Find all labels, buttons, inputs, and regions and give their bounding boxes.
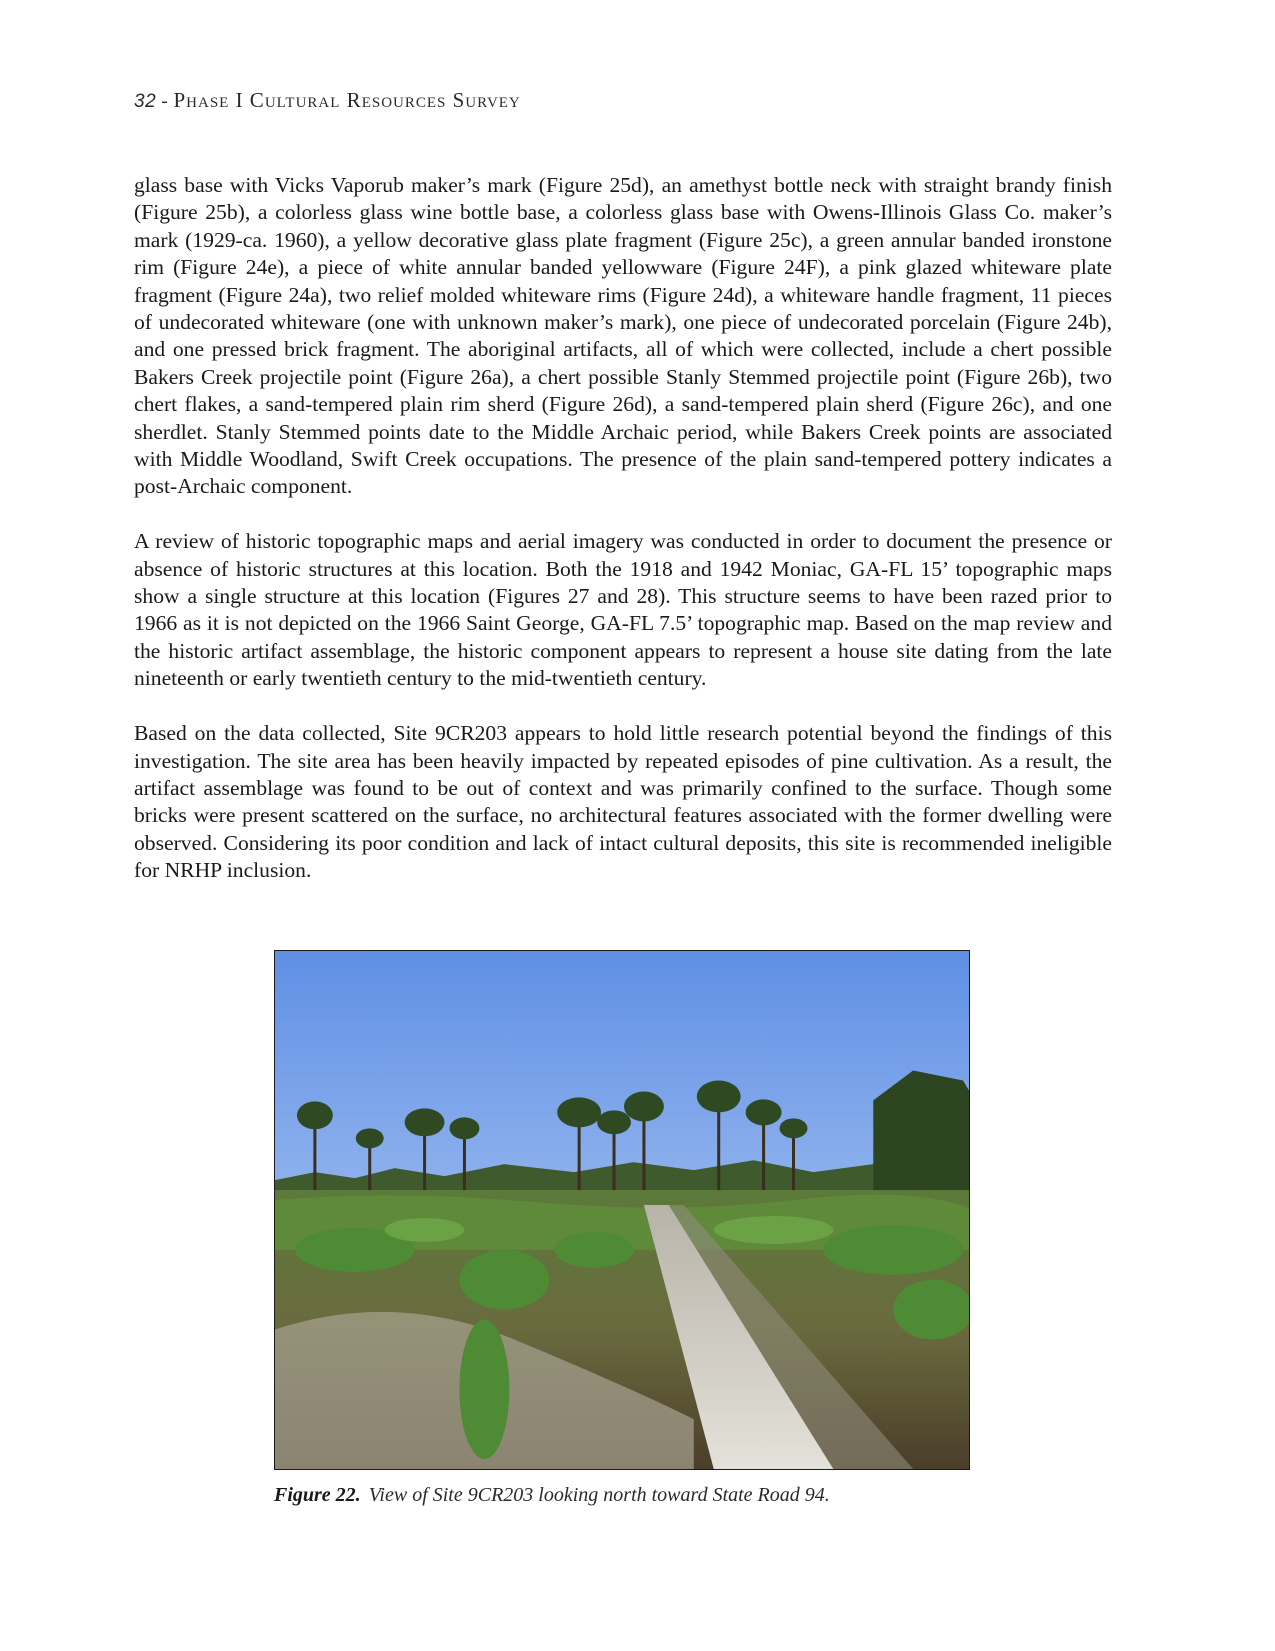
running-header [134,88,521,113]
paragraph-map-review: A review of historic topographic maps and aerial imagery was conducted in order to document the presence or absence of historic structures at this location. Both the 1918 and 1942 Moniac, GA-FL 15’ topographic maps show a single structure at this location (Figures 27 and 28). This structure seems to have been razed prior to 1966 as it is not depicted on the 1966 Saint George, GA-FL 7.5’ topographic map. Based on the map review and the historic artifact assemblage, the historic component appears to represent a house site dating from the late nineteenth or early twentieth century to the mid-twentieth century. [134,529,1112,691]
header-separator: - [156,91,174,112]
figure-caption-text: View of Site 9CR203 looking north toward State Road 94. [368,1484,830,1506]
page-number: 32 [134,91,157,112]
site-photograph [274,950,970,1470]
figure-caption [274,1484,994,1507]
document-title: Phase I Cultural Resources Survey [173,88,521,112]
figure-label: Figure 22. [274,1484,361,1506]
site-photo-illustration [275,951,969,1469]
body-text [134,172,1112,912]
paragraph-recommendation: Based on the data collected, Site 9CR203 appears to hold little research potential beyond the findings of this investigation. The site area has been heavily impacted by repeated episodes of pine cultivation. As a result, the artifact assemblage was found to be out of context and was primarily confined to the surface. Though some bricks were present scattered on the surface, no architectural features associated with the former dwelling were observed. Considering its poor condition and lack of intact cultural deposits, this site is recommended ineligible for NRHP inclusion. [134,721,1112,883]
paragraph-artifacts: glass base with Vicks Vaporub maker’s mark (Figure 25d), an amethyst bottle neck with straight brandy finish (Figure 25b), a colorless glass wine bottle base, a colorless glass base with Owens-Illinois Glass Co. maker’s mark (1929-ca. 1960), a yellow decorative glass plate fragment (Figure 25c), a green annular banded ironstone rim (Figure 24e), a piece of white annular banded yellowware (Figure 24F), a pink glazed whiteware plate fragment (Figure 24a), two relief molded whiteware rims (Figure 24d), a whiteware handle fragment, 11 pieces of undecorated whiteware (one with unknown maker’s mark), one piece of undecorated porcelain (Figure 24b), and one pressed brick fragment. The aboriginal artifacts, all of which were collected, include a chert possible Bakers Creek projectile point (Figure 26a), a chert possible Stanly Stemmed projectile point (Figure 26b), two chert flakes, a sand-tempered plain rim sherd (Figure 26d), a sand-tempered plain sherd (Figure 26c), and one sherdlet. Stanly Stemmed points date to the Middle Archaic period, while Bakers Creek points are associated with Middle Woodland, Swift Creek occupations. The presence of the plain sand-tempered pottery indicates a post-Archaic component. [134,173,1112,499]
